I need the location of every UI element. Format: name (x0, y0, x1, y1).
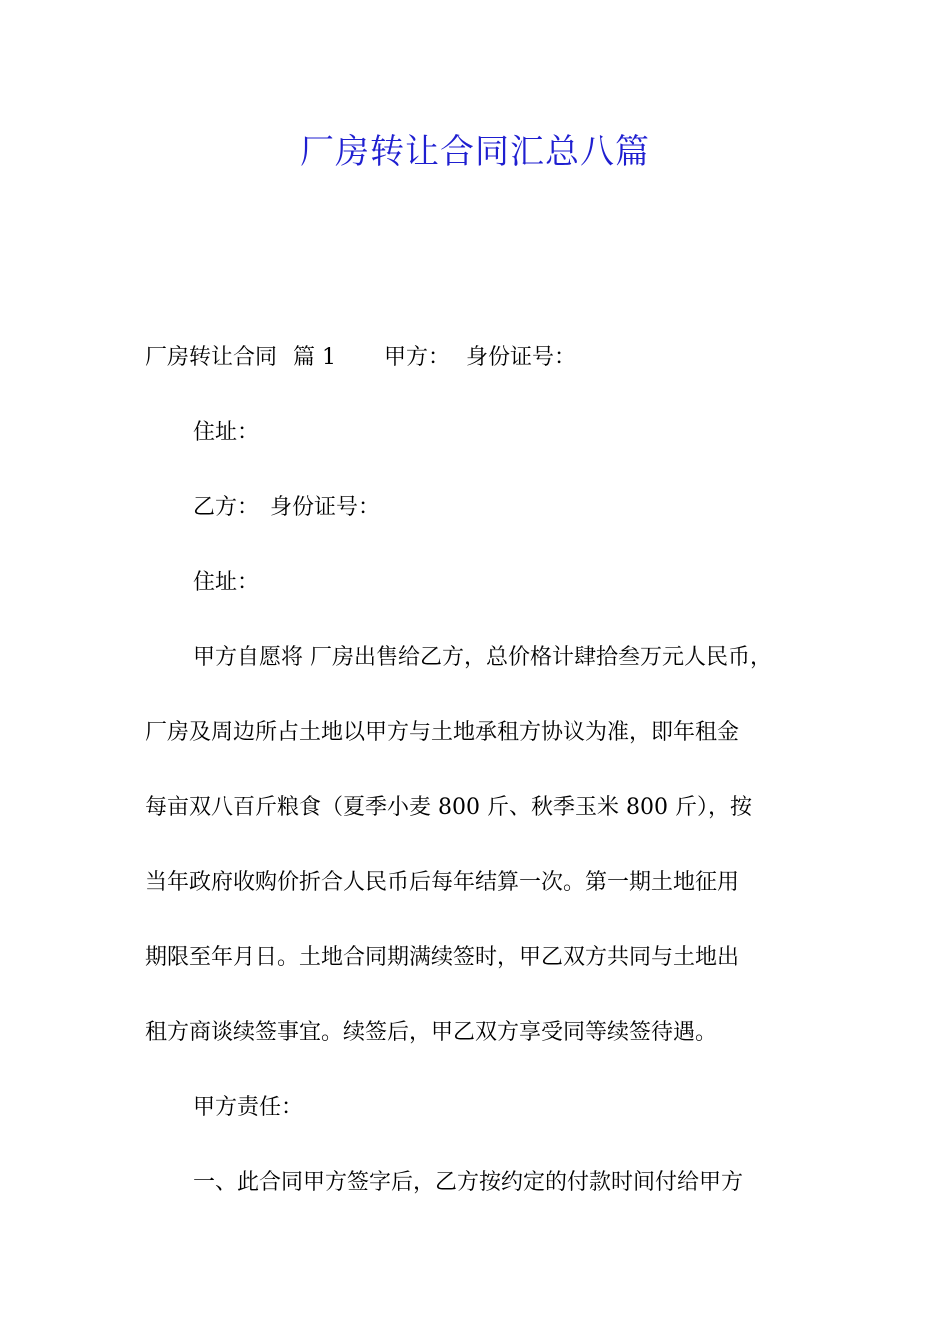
paragraph-line: 租方商谈续签事宜。续签后，甲乙双方享受同等续签待遇。 (145, 1020, 718, 1045)
clause-line: 一、此合同甲方签字后，乙方按约定的付款时间付给甲方 (193, 1170, 744, 1195)
section-heading: 甲方责任： (193, 1095, 304, 1120)
paragraph-line: 厂房及周边所占土地以甲方与土地承租方协议为准，即年租金 (145, 720, 740, 745)
address-line-a: 住址： (193, 420, 260, 445)
contract-part: 篇 1 (293, 345, 337, 370)
paragraph-line: 期限至年月日。土地合同期满续签时，甲乙双方共同与土地出 (145, 945, 740, 970)
id-number-label: 身份证号： (466, 345, 577, 370)
document-title: 厂房转让合同汇总八篇 (300, 132, 650, 172)
address-line-b: 住址： (193, 570, 260, 595)
header-line (145, 343, 576, 373)
paragraph-line: 每亩双八百斤粮食（夏季小麦 800 斤、秋季玉米 800 斤），按 (145, 795, 752, 820)
paragraph-line: 甲方自愿将 厂房出售给乙方，总价格计肆拾叁万元人民币， (193, 645, 772, 670)
party-b-line: 乙方： 身份证号： (193, 495, 381, 520)
paragraph-line: 当年政府收购价折合人民币后每年结算一次。第一期土地征用 (145, 870, 740, 895)
party-a-label: 甲方： (384, 345, 451, 370)
contract-name: 厂房转让合同 (145, 345, 278, 370)
